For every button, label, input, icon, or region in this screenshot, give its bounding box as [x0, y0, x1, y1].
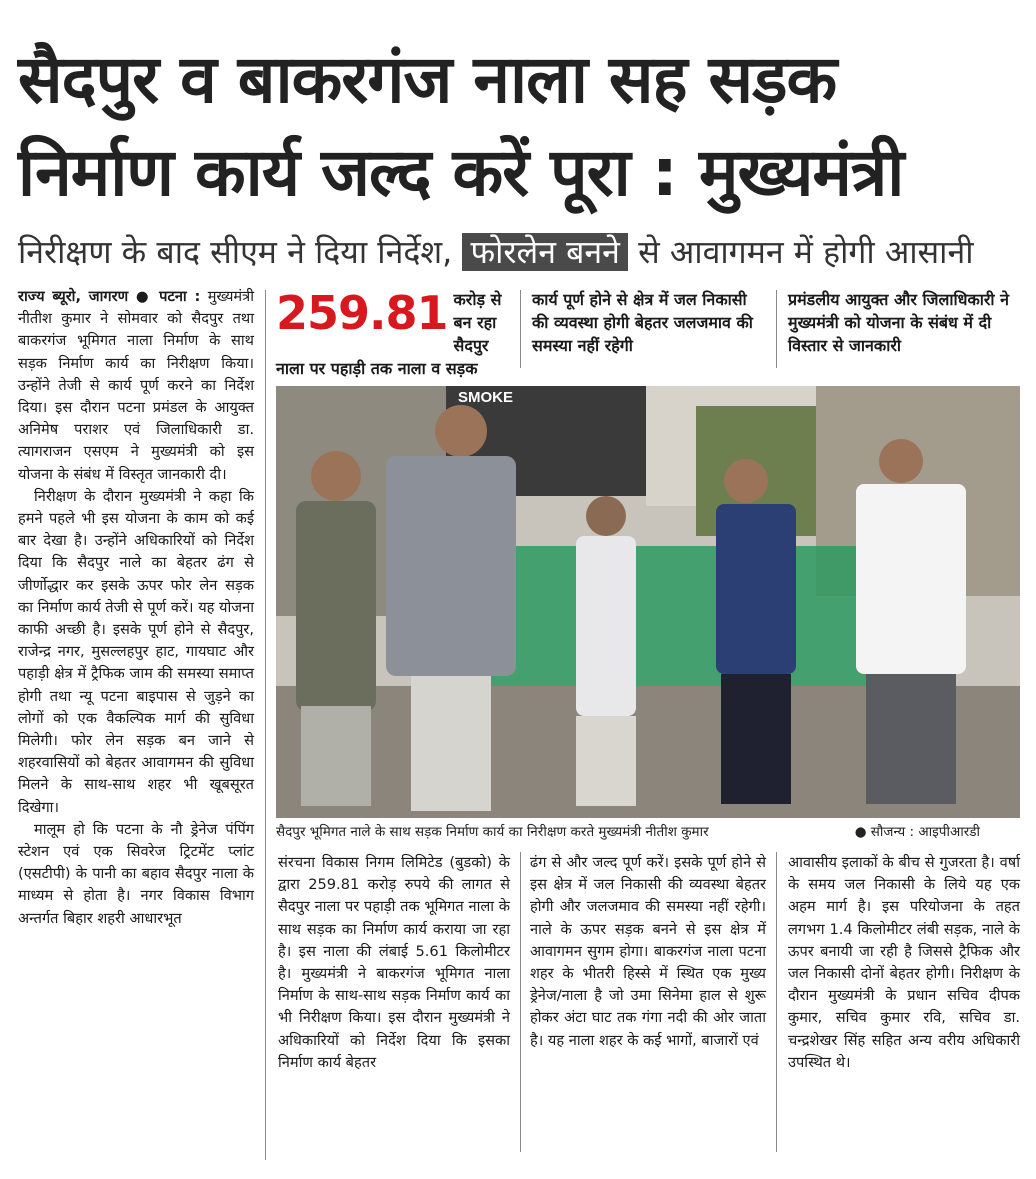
subheadline-highlight: फोरलेन बनने: [462, 233, 627, 271]
photo-illustration: [276, 386, 1020, 818]
photo-sign-text: SMOKE: [458, 389, 514, 406]
stat-number: 259.81: [276, 286, 448, 340]
column-divider: [776, 852, 777, 1152]
highlight-divider: [520, 290, 521, 368]
photo-caption: [276, 822, 1020, 842]
article-column-4: [788, 852, 1020, 1074]
stat-highlight: [276, 288, 508, 380]
highlight-box-3: प्रमंडलीय आयुक्त और जिलाधिकारी ने मुख्यमंत्री को योजना के संबंध में दी विस्तार से जानकारी: [788, 290, 1010, 355]
headline-line-1: सैदपुर व बाकरगंज नाला सह सड़क: [18, 41, 837, 118]
column-2-text: संरचना विकास निगम लिमिटेड (बुडको) के द्वारा 259.81 करोड़ रुपये की लागत से सैदपुर नाला पर पहाड़ी तक भूमिगत नाला के साथ सड़क का निर्माण कार्य कराया जा रहा है। इस नाला की लंबाई 5.61 किलोमीटर है। मुख्यमंत्री ने बाकरगंज भूमिगत नाला निर्माण के साथ-साथ सड़क निर्माण कार्य का भी निरीक्षण किया। इस दौरान मुख्यमंत्री ने अधिकारियों को निर्देश दिया कि इसका निर्माण कार्य बेहतर: [278, 854, 510, 1071]
stat-text: करोड़ से बन रहा सैदपुर नाला पर पहाड़ी तक नाला व सड़क: [276, 290, 502, 378]
highlight-box-2: कार्य पूर्ण होने से क्षेत्र में जल निकासी की व्यवस्था होगी बेहतर जलजमाव की समस्या नहीं रहेगी: [532, 290, 753, 355]
column-divider: [520, 852, 521, 1152]
article-column-2: [278, 852, 510, 1074]
news-photo: [276, 386, 1020, 818]
column-4-text: आवासीय इलाकों के बीच से गुजरता है। वर्षा के समय जल निकासी के लिये यह एक अहम मार्ग है। इस परियोजना के तहत लगभग 1.4 किलोमीटर लंबी सड़क, नाले के ऊपर बनायी जा रही है जिससे ट्रैफिक और जल निकासी दोनों बेहतर होगी। निरीक्षण के दौरान मुख्यमंत्री के प्रधान सचिव दीपक कुमार, सचिव कुमार रवि, सचिव डा. चन्द्रशेखर सिंह सहित अन्य वरीय अधिकारी उपस्थित थे।: [788, 854, 1020, 1071]
subheadline: [18, 228, 1023, 276]
column-1-paragraph-1: [18, 286, 254, 486]
subheadline-before: निरीक्षण के बाद सीएम ने दिया निर्देश,: [18, 233, 453, 271]
photo-credit: ● सौजन्य : आइपीआरडी: [854, 824, 980, 840]
column-3-text: ढंग से और जल्द पूर्ण करें। इसके पूर्ण होने से इस क्षेत्र में जल निकासी की व्यवस्था बेहतर होगी और जलजमाव की समस्या नहीं रहेगी। नाले के ऊपर सड़क बनने से इस क्षेत्र में आवागमन सुगम होगा। बाकरगंज नाला पटना शहर के भीतरी हिस्से में स्थित एक मुख्य ड्रेनेज/नाला है जो उमा सिनेमा हाल से शुरू होकर अंटा घाट तक गंगा नदी की ओर जाता है। यह नाला शहर के कई भागों, बाजारों एवं: [530, 854, 766, 1049]
column-1-paragraph-1-text: मुख्यमंत्री नीतीश कुमार ने सोमवार को सैदपुर तथा बाकरगंज भूमिगत नाला निर्माण के साथ सड़क निर्माण कार्य का निरीक्षण किया। उन्होंने तेजी से कार्य पूर्ण करने का निर्देश दिया। इस दौरान पटना प्रमंडल के आयुक्त अनिमेष पराशर एवं जिलाधिकारी डा. त्यागराजन एसएम ने मुख्यमंत्री को इस योजना के संबंध में विस्तृत जानकारी दी।: [18, 288, 254, 483]
highlight-divider: [776, 290, 777, 368]
caption-text: सैदपुर भूमिगत नाले के साथ सड़क निर्माण कार्य का निरीक्षण करते मुख्यमंत्री नीतीश कुमार: [276, 824, 709, 840]
column-divider: [265, 290, 266, 1160]
byline: राज्य ब्यूरो, जागरण ● पटना :: [18, 288, 201, 305]
article-column-3: [530, 852, 766, 1052]
subheadline-after: से आवागमन में होगी आसानी: [638, 233, 974, 271]
column-1-paragraph-2: निरीक्षण के दौरान मुख्यमंत्री ने कहा कि हमने पहले भी इस योजना के काम को कई बार देखा है। उन्होंने अधिकारियों को निर्देश दिया कि सैदपुर नाले का बेहतर ढंग से जीर्णोद्धार कर इसके ऊपर फोर लेन सड़क का निर्माण कार्य तेजी से पूर्ण करें। यह योजना काफी अच्छी है। इसके पूर्ण होने से सैदपुर, राजेन्द्र नगर, मुसल्लहपुर हाट, गायघाट और पहाड़ी क्षेत्र में ट्रैफिक जाम की समस्या समाप्त होगी तथा न्यू पटना बाइपास से जुड़ने का लोगों को एक वैकल्पिक मार्ग की सुविधा मिलेगी। फोर लेन सड़क बन जाने से शहरवासियों को बेहतर आवागमन की सुविधा मिलने के साथ-साथ शहर भी खूबसूरत दिखेगा।: [18, 487, 254, 816]
article-column-1: [18, 286, 254, 930]
headline-line-2: निर्माण कार्य जल्द करें पूरा : मुख्यमंत्री: [18, 134, 904, 211]
column-1-paragraph-3: मालूम हो कि पटना के नौ ड्रेनेज पंपिंग स्टेशन एवं एक सिवरेज ट्रिटमेंट प्लांट (एसटीपी) के पानी का बहाव सैदपुर नाला के माध्यम से होता है। नगर विकास विभाग अन्तर्गत बिहार शहरी आधारभूत: [18, 820, 254, 927]
